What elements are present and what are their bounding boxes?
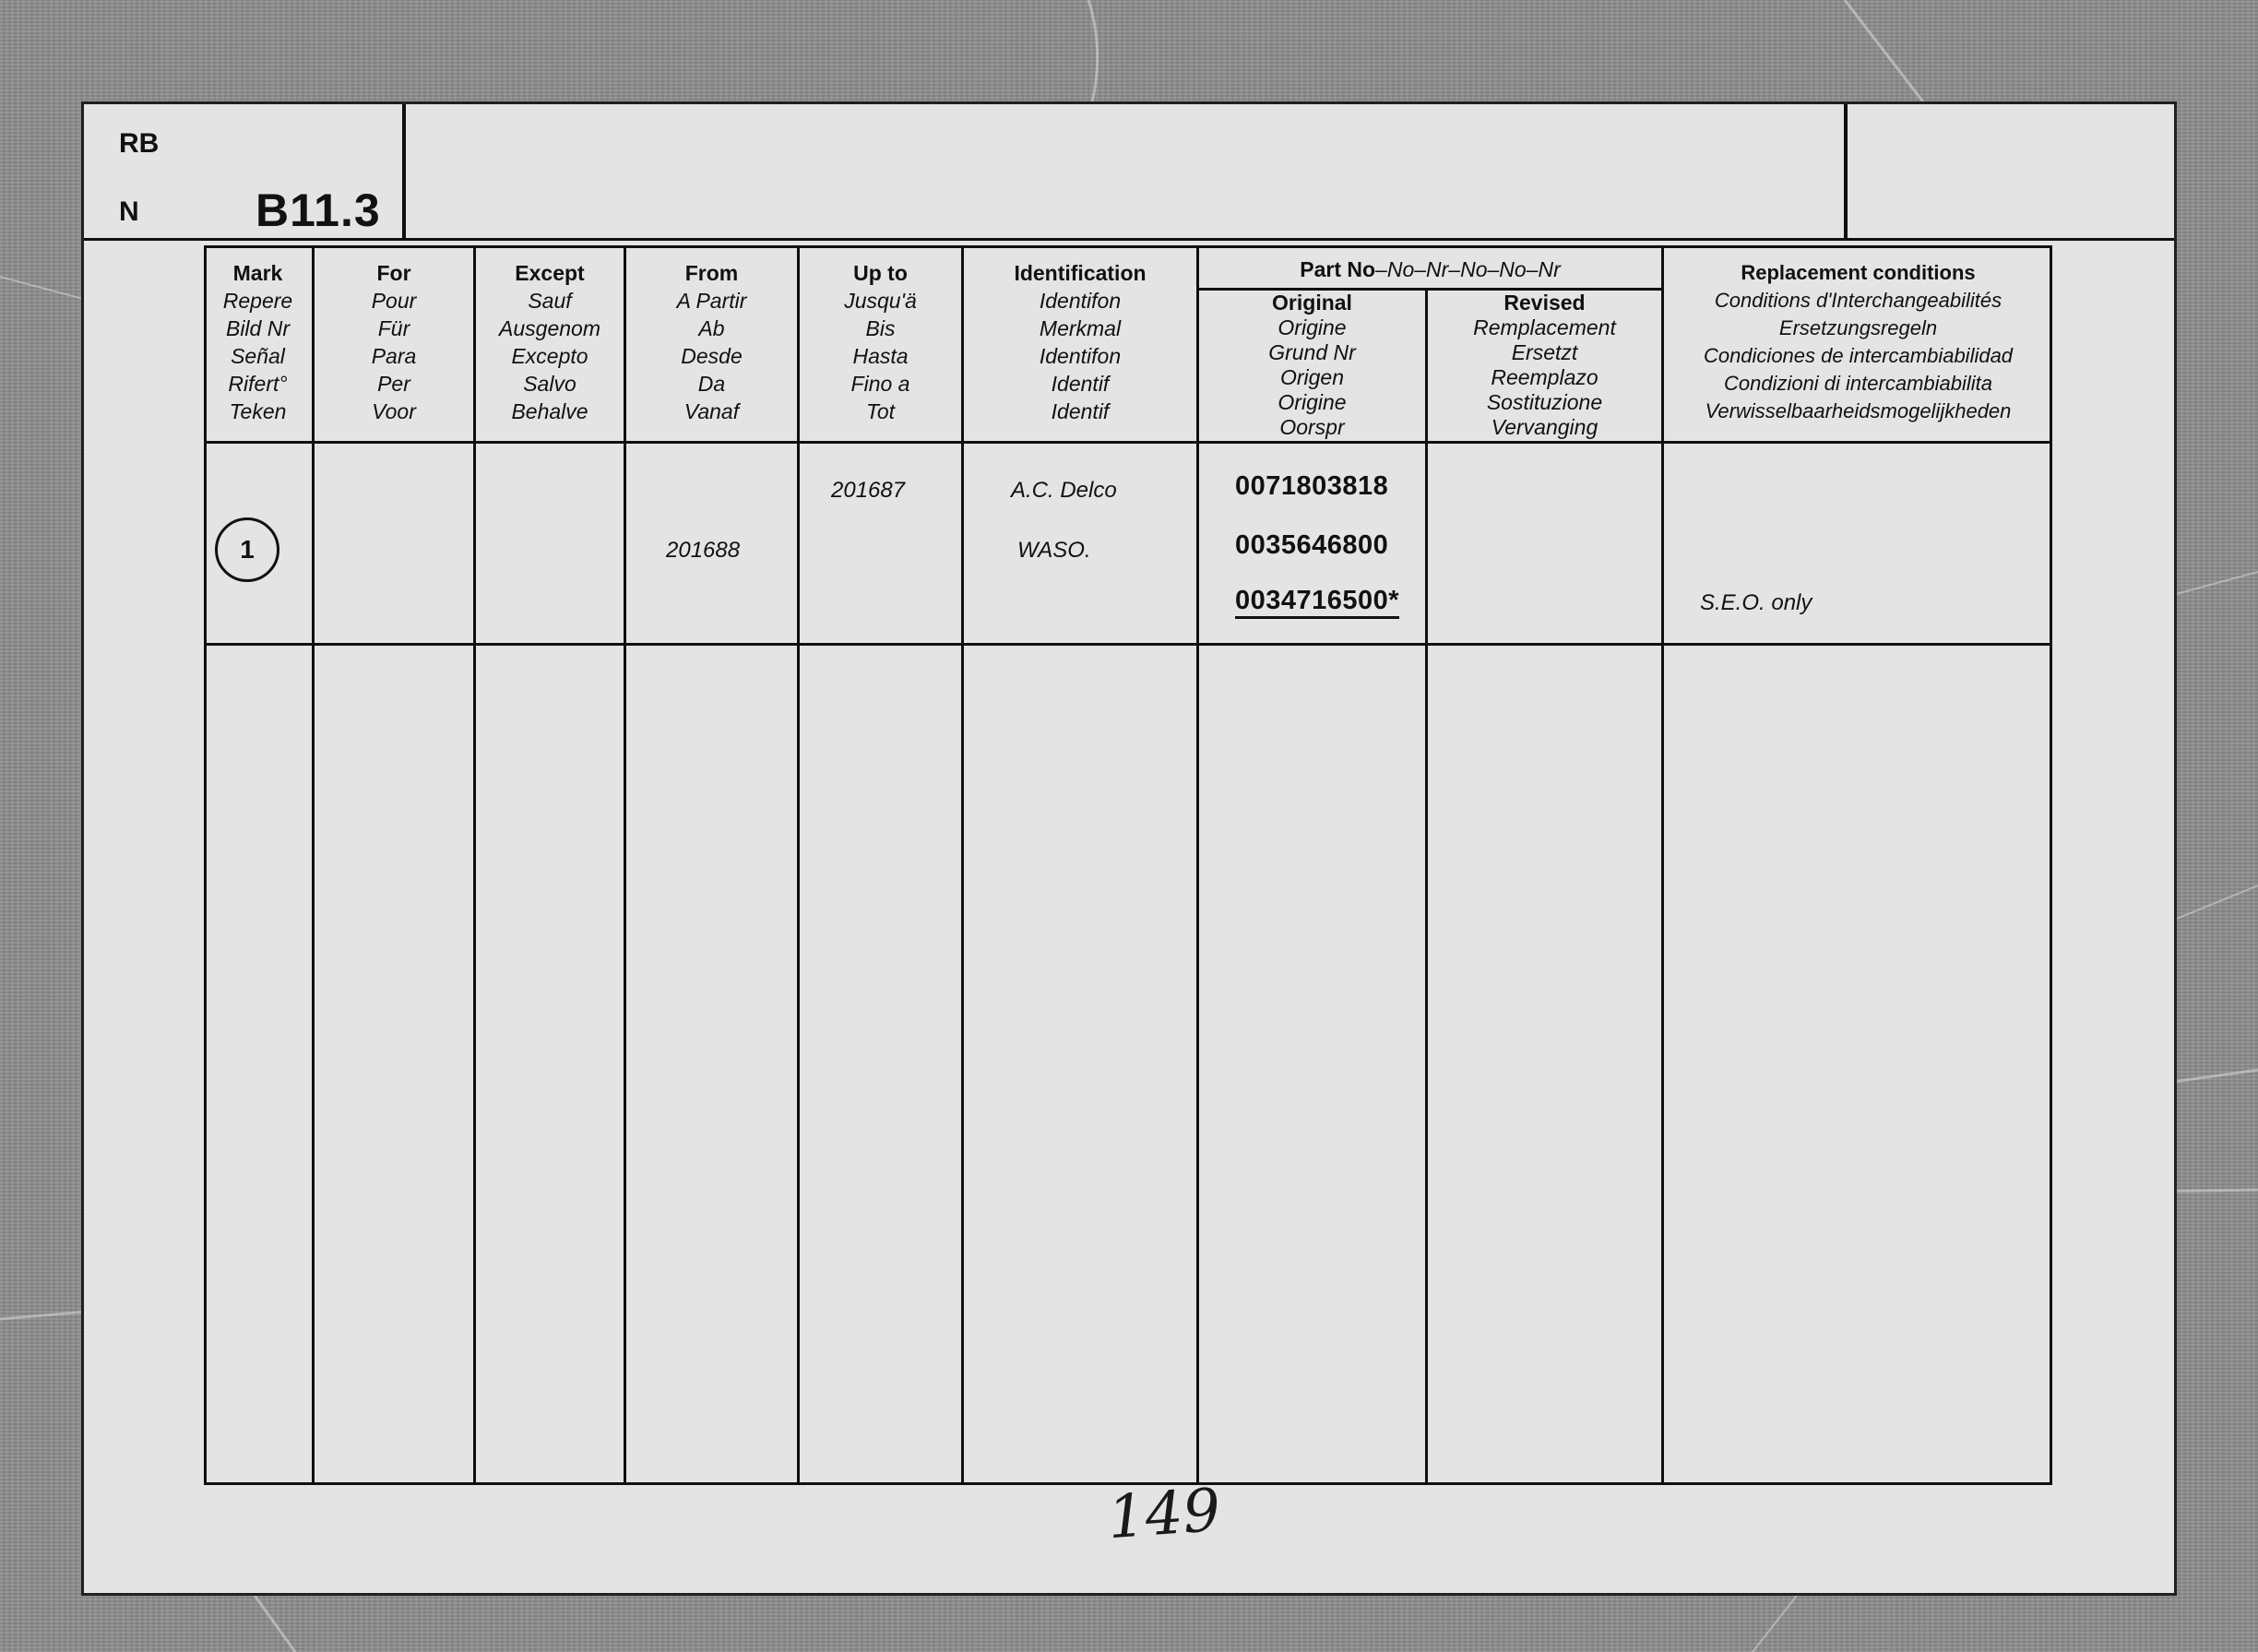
header-line: Ausgenom <box>499 316 600 340</box>
col-revised-header <box>1428 291 1661 440</box>
parts-table <box>204 245 2052 1485</box>
header-line: Up to <box>853 261 908 285</box>
rb-label: RB <box>119 128 160 159</box>
header-line: For <box>376 261 411 285</box>
header-line: Behalve <box>511 399 588 423</box>
header-line: Señal <box>231 344 285 368</box>
header-line: Origine <box>1278 390 1347 414</box>
partno-title-bold: Part No <box>1300 257 1376 281</box>
header-line: Pour <box>371 289 417 313</box>
header-line: Jusqu'ä <box>844 289 917 313</box>
col-line <box>961 245 964 1485</box>
original-part-number: 0035646800 <box>1235 530 1389 560</box>
header-line: Revised <box>1503 291 1586 315</box>
from-value: 201688 <box>666 538 741 563</box>
col-line <box>1661 245 1664 1485</box>
header-bottom-rule <box>84 238 2174 241</box>
header-line: Para <box>371 344 417 368</box>
header-line: Desde <box>681 344 743 368</box>
header-line: Bis <box>865 316 896 340</box>
page-number-handwritten: 149 <box>1105 1476 1223 1553</box>
header-line: Hasta <box>852 344 909 368</box>
header-line: Rifert° <box>228 372 288 396</box>
header-line: Excepto <box>511 344 588 368</box>
header-line: Grund Nr <box>1268 340 1356 364</box>
col-line <box>473 245 476 1485</box>
header-line: Identifon <box>1039 289 1122 313</box>
header-line: Ab <box>698 316 725 340</box>
header-line: Vanaf <box>683 399 740 423</box>
header-line: Repere <box>222 289 293 313</box>
header-line: Sauf <box>528 289 572 313</box>
header-line: Identif <box>1051 372 1110 396</box>
header-line: Per <box>377 372 410 396</box>
n-label: N <box>119 196 139 227</box>
section-code: B11.3 <box>256 184 381 236</box>
header-line: Für <box>377 316 410 340</box>
header-line: Oorspr <box>1279 415 1345 439</box>
col-original-header <box>1199 291 1425 440</box>
header-line: Ersetzungsregeln <box>1778 316 1938 339</box>
mark-number: 1 <box>240 535 255 564</box>
parts-record-card <box>81 101 2177 1596</box>
header-line: Tot <box>865 399 896 423</box>
col-identification-header <box>964 259 1196 425</box>
header-line: Condizioni di intercambiabilita <box>1723 372 1993 395</box>
header-line: Identif <box>1051 399 1110 423</box>
col-mark-header <box>204 259 312 425</box>
identification-value: A.C. Delco <box>1011 478 1117 503</box>
col-except-header <box>476 259 624 425</box>
col-partno-header <box>1199 256 1661 283</box>
original-part-number-underlined: 0034716500* <box>1235 586 1399 619</box>
header-line: Condiciones de intercambiabilidad <box>1703 344 2014 367</box>
header-line: Remplacement <box>1473 315 1616 339</box>
header-line: Da <box>697 372 726 396</box>
header-line: Identification <box>1014 261 1147 285</box>
original-part-number: 0071803818 <box>1235 471 1389 501</box>
identification-value: WASO. <box>1017 538 1091 563</box>
header-divider-left <box>402 104 406 241</box>
data-row-rule <box>204 643 2052 646</box>
header-line: Fino a <box>850 372 910 396</box>
header-line: Bild Nr <box>225 316 290 340</box>
replacement-condition: S.E.O. only <box>1700 590 1812 615</box>
col-line <box>624 245 626 1485</box>
header-line: Verwisselbaarheidsmogelijkheden <box>1705 399 2012 422</box>
col-line <box>797 245 800 1485</box>
header-line: Vervanging <box>1491 415 1598 439</box>
col-line <box>312 245 315 1485</box>
col-replacement-header <box>1664 259 2052 425</box>
header-line: Teken <box>229 399 287 423</box>
partno-title-rest: –No–Nr–No–No–Nr <box>1375 257 1561 281</box>
header-line: A Partir <box>676 289 747 313</box>
header-line: Except <box>515 261 585 285</box>
header-row-rule <box>204 441 2052 444</box>
header-line: Identifon <box>1039 344 1122 368</box>
header-line: Original <box>1272 291 1352 315</box>
header-line: Origine <box>1278 315 1347 339</box>
mark-circle <box>215 517 279 582</box>
header-line: Merkmal <box>1039 316 1122 340</box>
header-line: From <box>684 261 739 285</box>
header-divider-right <box>1844 104 1848 241</box>
col-line <box>1425 289 1428 1485</box>
col-upto-header <box>800 259 961 425</box>
header-line: Conditions d'Interchangeabilités <box>1714 289 2002 312</box>
header-line: Origen <box>1279 365 1345 389</box>
header-line: Voor <box>372 399 416 423</box>
header-line: Reemplazo <box>1491 365 1598 389</box>
header-line: Sostituzione <box>1486 390 1603 414</box>
header-line: Replacement conditions <box>1741 261 1976 284</box>
col-from-header <box>626 259 797 425</box>
header-line: Salvo <box>523 372 576 396</box>
header-line: Ersetzt <box>1511 340 1578 364</box>
header-line: Mark <box>232 261 283 285</box>
col-for-header <box>315 259 473 425</box>
upto-value: 201687 <box>831 478 906 503</box>
